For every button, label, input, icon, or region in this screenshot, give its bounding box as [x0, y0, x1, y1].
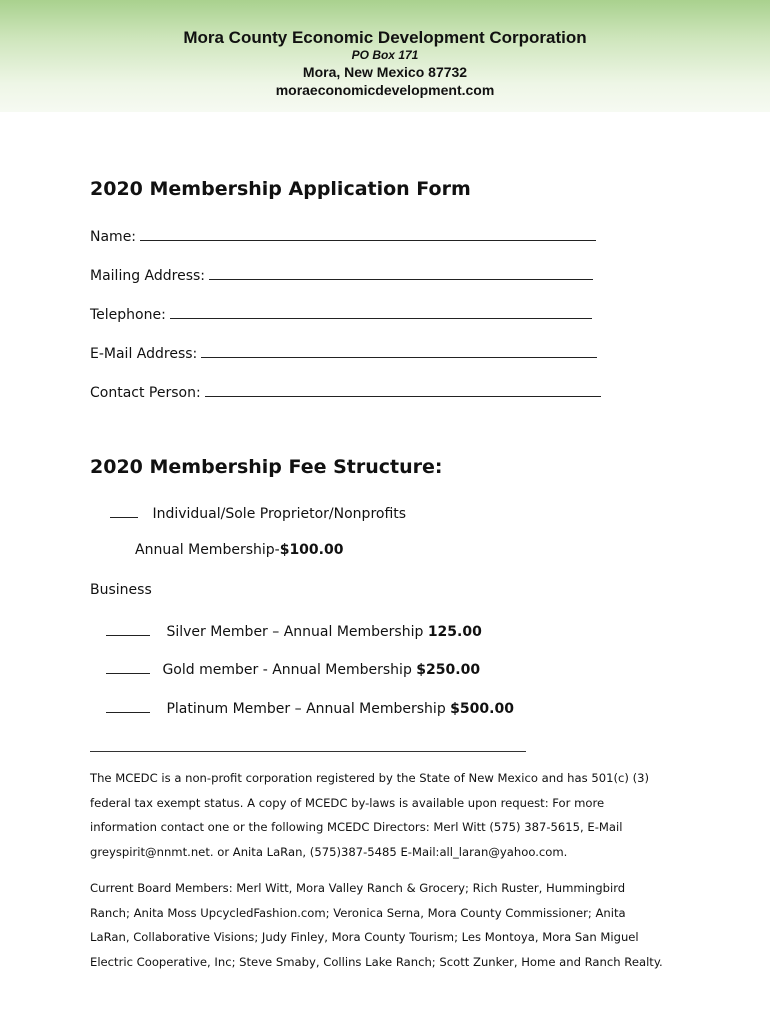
individual-label: Individual/Sole Proprietor/Nonprofits — [152, 506, 407, 522]
contact-person-blank[interactable] — [205, 382, 601, 397]
telephone-label: Telephone: — [90, 307, 166, 323]
contact-person-label: Contact Person: — [90, 385, 201, 401]
city-state-zip: Mora, New Mexico 87732 — [302, 64, 468, 80]
gold-checkmark-blank[interactable] — [106, 659, 150, 674]
info-line: greyspirit@nnmt.net. or Anita LaRan, (575)387-5485 E-Mail:all_laran@yahoo.com. — [90, 844, 568, 859]
business-label: Business — [90, 582, 152, 598]
individual-annual-fee — [135, 542, 343, 558]
form-title: 2020 Membership Application Form — [90, 178, 471, 200]
silver-option[interactable] — [106, 621, 482, 640]
website: moraeconomicdevelopment.com — [275, 82, 495, 98]
gold-label: Gold member - Annual Membership — [162, 662, 417, 678]
individual-annual-amount: $100.00 — [279, 542, 344, 558]
telephone-field[interactable] — [90, 304, 592, 323]
email-field[interactable] — [90, 343, 597, 362]
board-line: LaRan, Collaborative Visions; Judy Finley, Mora County Tourism; Les Montoya, Mora San Miguel — [90, 930, 639, 944]
info-line: federal tax exempt status. A copy of MCEDC by-laws is available upon request: For more — [90, 795, 605, 810]
platinum-label: Platinum Member – Annual Membership — [166, 701, 451, 717]
mailing-address-label: Mailing Address: — [90, 268, 206, 284]
telephone-blank[interactable] — [170, 304, 592, 319]
po-box: PO Box 171 — [351, 48, 419, 62]
info-line: information contact one or the following MCEDC Directors: Merl Witt (575) 387-5615, E-Mail — [90, 820, 623, 834]
info-line: The MCEDC is a non-profit corporation registered by the State of New Mexico and has 501(c) (3) — [90, 771, 649, 785]
name-label: Name: — [90, 229, 137, 245]
platinum-amount: $500.00 — [450, 701, 514, 717]
organization-name: Mora County Economic Development Corporation — [183, 28, 587, 47]
board-line: Electric Cooperative, Inc; Steve Smaby, Collins Lake Ranch; Scott Zunker, Home and Ranch Realty. — [90, 954, 663, 969]
email-label: E-Mail Address: — [90, 346, 198, 362]
gold-option[interactable] — [106, 659, 480, 678]
platinum-checkmark-blank[interactable] — [106, 698, 150, 713]
silver-label: Silver Member – Annual Membership — [166, 624, 428, 640]
name-blank[interactable] — [140, 226, 596, 241]
mailing-address-field[interactable] — [90, 265, 593, 284]
section-divider — [90, 751, 526, 752]
board-line: Current Board Members: Merl Witt, Mora Valley Ranch & Grocery; Rich Ruster, Hummingbird — [90, 881, 626, 895]
mailing-address-blank[interactable] — [209, 265, 593, 280]
name-field[interactable] — [90, 226, 596, 245]
fee-structure-title: 2020 Membership Fee Structure: — [90, 456, 443, 478]
board-members-paragraph — [90, 876, 700, 974]
info-paragraph — [90, 766, 700, 864]
individual-checkmark-blank[interactable] — [110, 503, 138, 518]
individual-option[interactable] — [110, 503, 406, 522]
platinum-option[interactable] — [106, 698, 514, 717]
silver-checkmark-blank[interactable] — [106, 621, 150, 636]
email-blank[interactable] — [201, 343, 597, 358]
individual-annual-label: Annual Membership- — [135, 542, 280, 558]
silver-amount: 125.00 — [427, 624, 482, 640]
board-line: Ranch; Anita Moss UpcycledFashion.com; Veronica Serna, Mora County Commissioner; Anita — [90, 905, 626, 920]
contact-person-field[interactable] — [90, 382, 601, 401]
gold-amount: $250.00 — [416, 662, 481, 678]
